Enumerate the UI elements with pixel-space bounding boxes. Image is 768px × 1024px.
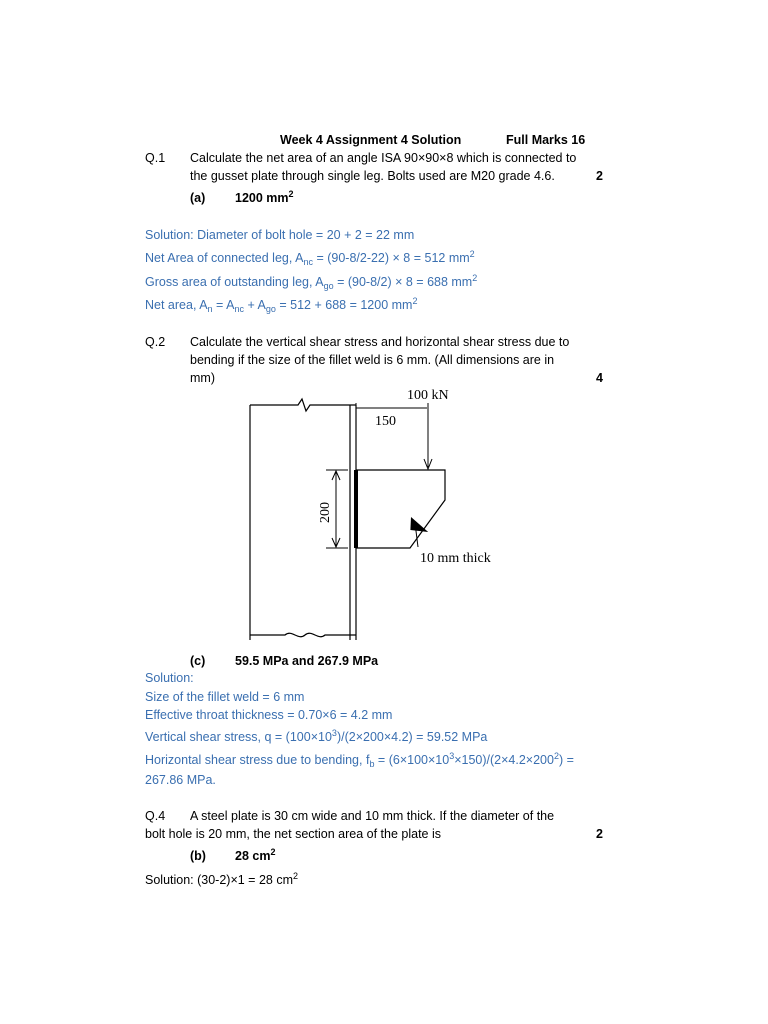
top-break-line <box>250 399 356 411</box>
q2-text-line1: Calculate the vertical shear stress and horizontal shear stress due to <box>190 335 570 349</box>
exponent: 2 <box>553 751 559 761</box>
q2-marks: 4 <box>596 371 603 385</box>
bottom-break-line <box>250 633 356 636</box>
subscript: go <box>323 281 334 291</box>
q2-solution-line6: 267.86 MPa. <box>145 773 216 787</box>
q2-answer: 59.5 MPa and 267.9 MPa <box>235 654 379 668</box>
text: Net Area of connected leg, A <box>145 251 304 265</box>
subscript: nc <box>303 257 313 267</box>
q2-number: Q.2 <box>145 335 166 349</box>
text: = A <box>212 298 235 312</box>
fillet-weld <box>354 470 358 548</box>
subscript: go <box>265 304 276 314</box>
q1-solution-line3 <box>145 274 477 290</box>
q1-option: (a) <box>190 191 206 205</box>
subscript: b <box>369 759 375 769</box>
q2-text-line2: bending if the size of the fillet weld is 6 mm. (All dimensions are in <box>190 353 555 367</box>
q2-option: (c) <box>190 654 206 668</box>
text: = (90-8/2-22) × 8 = 512 mm <box>312 251 470 265</box>
text: = (6×100×10 <box>374 753 450 767</box>
q1-marks: 2 <box>596 169 603 183</box>
weld-connection-figure <box>230 385 530 645</box>
q2-solution-line5 <box>145 752 574 768</box>
full-marks: Full Marks 16 <box>506 133 586 147</box>
exponent: 2 <box>293 871 299 881</box>
subscript: nc <box>234 304 244 314</box>
text: Net area, A <box>145 298 208 312</box>
q1-answer <box>235 190 294 206</box>
q1-solution-line2 <box>145 250 475 266</box>
q4-text-line2: bolt hole is 20 mm, the net section area of the plate is <box>145 827 442 841</box>
text: = 512 + 688 = 1200 mm <box>275 298 413 312</box>
text: = (90-8/2) × 8 = 688 mm <box>333 275 473 289</box>
q1-answer-value: 1200 mm <box>235 191 289 205</box>
exponent: 2 <box>412 296 418 306</box>
q1-number: Q.1 <box>145 151 166 165</box>
q2-solution-line3: Effective throat thickness = 0.70×6 = 4.2 mm <box>145 708 393 722</box>
text: Solution: (30-2)×1 = 28 cm <box>145 873 293 887</box>
exponent: 3 <box>331 728 337 738</box>
exponent: 2 <box>472 273 478 283</box>
subscript: n <box>207 304 213 314</box>
q4-answer-value: 28 cm <box>235 849 271 863</box>
text: + A <box>243 298 266 312</box>
text: Horizontal shear stress due to bending, f <box>145 753 370 767</box>
q4-answer <box>235 848 275 864</box>
q4-option: (b) <box>190 849 206 863</box>
text: ) = <box>558 753 574 767</box>
dimension-200-label: 200 <box>318 502 333 523</box>
assignment-title: Week 4 Assignment 4 Solution <box>280 133 462 147</box>
q1-solution-line1: Solution: Diameter of bolt hole = 20 + 2 = 22 mm <box>145 228 415 242</box>
text: Gross area of outstanding leg, A <box>145 275 324 289</box>
text: Vertical shear stress, q = (100×10 <box>145 730 332 744</box>
q1-text-line1: Calculate the net area of an angle ISA 90×90×8 which is connected to <box>190 151 577 165</box>
dimension-150-label: 150 <box>375 414 396 429</box>
thickness-leader-head <box>406 513 428 537</box>
q1-solution-line4 <box>145 297 417 313</box>
thickness-label: 10 mm thick <box>420 551 491 566</box>
exponent: 2 <box>469 249 475 259</box>
text: ×150)/(2×4.2×200 <box>454 753 554 767</box>
load-label: 100 kN <box>407 388 449 403</box>
q1-text-line2: the gusset plate through single leg. Bolts used are M20 grade 4.6. <box>190 169 555 183</box>
q2-text-line3: mm) <box>190 371 215 385</box>
bracket-plate <box>356 470 445 548</box>
exponent: 3 <box>449 751 455 761</box>
q2-solution-line4 <box>145 729 487 745</box>
text: )/(2×200×4.2) = 59.52 MPa <box>336 730 488 744</box>
q4-number: Q.4 <box>145 809 166 823</box>
q2-solution-line1: Solution: <box>145 671 194 685</box>
q4-text-line1: A steel plate is 30 cm wide and 10 mm thick. If the diameter of the <box>190 809 555 823</box>
exponent: 2 <box>288 189 294 199</box>
q2-solution-line2: Size of the fillet weld = 6 mm <box>145 690 305 704</box>
q4-marks: 2 <box>596 827 603 841</box>
exponent: 2 <box>270 847 276 857</box>
q4-solution <box>145 872 298 888</box>
